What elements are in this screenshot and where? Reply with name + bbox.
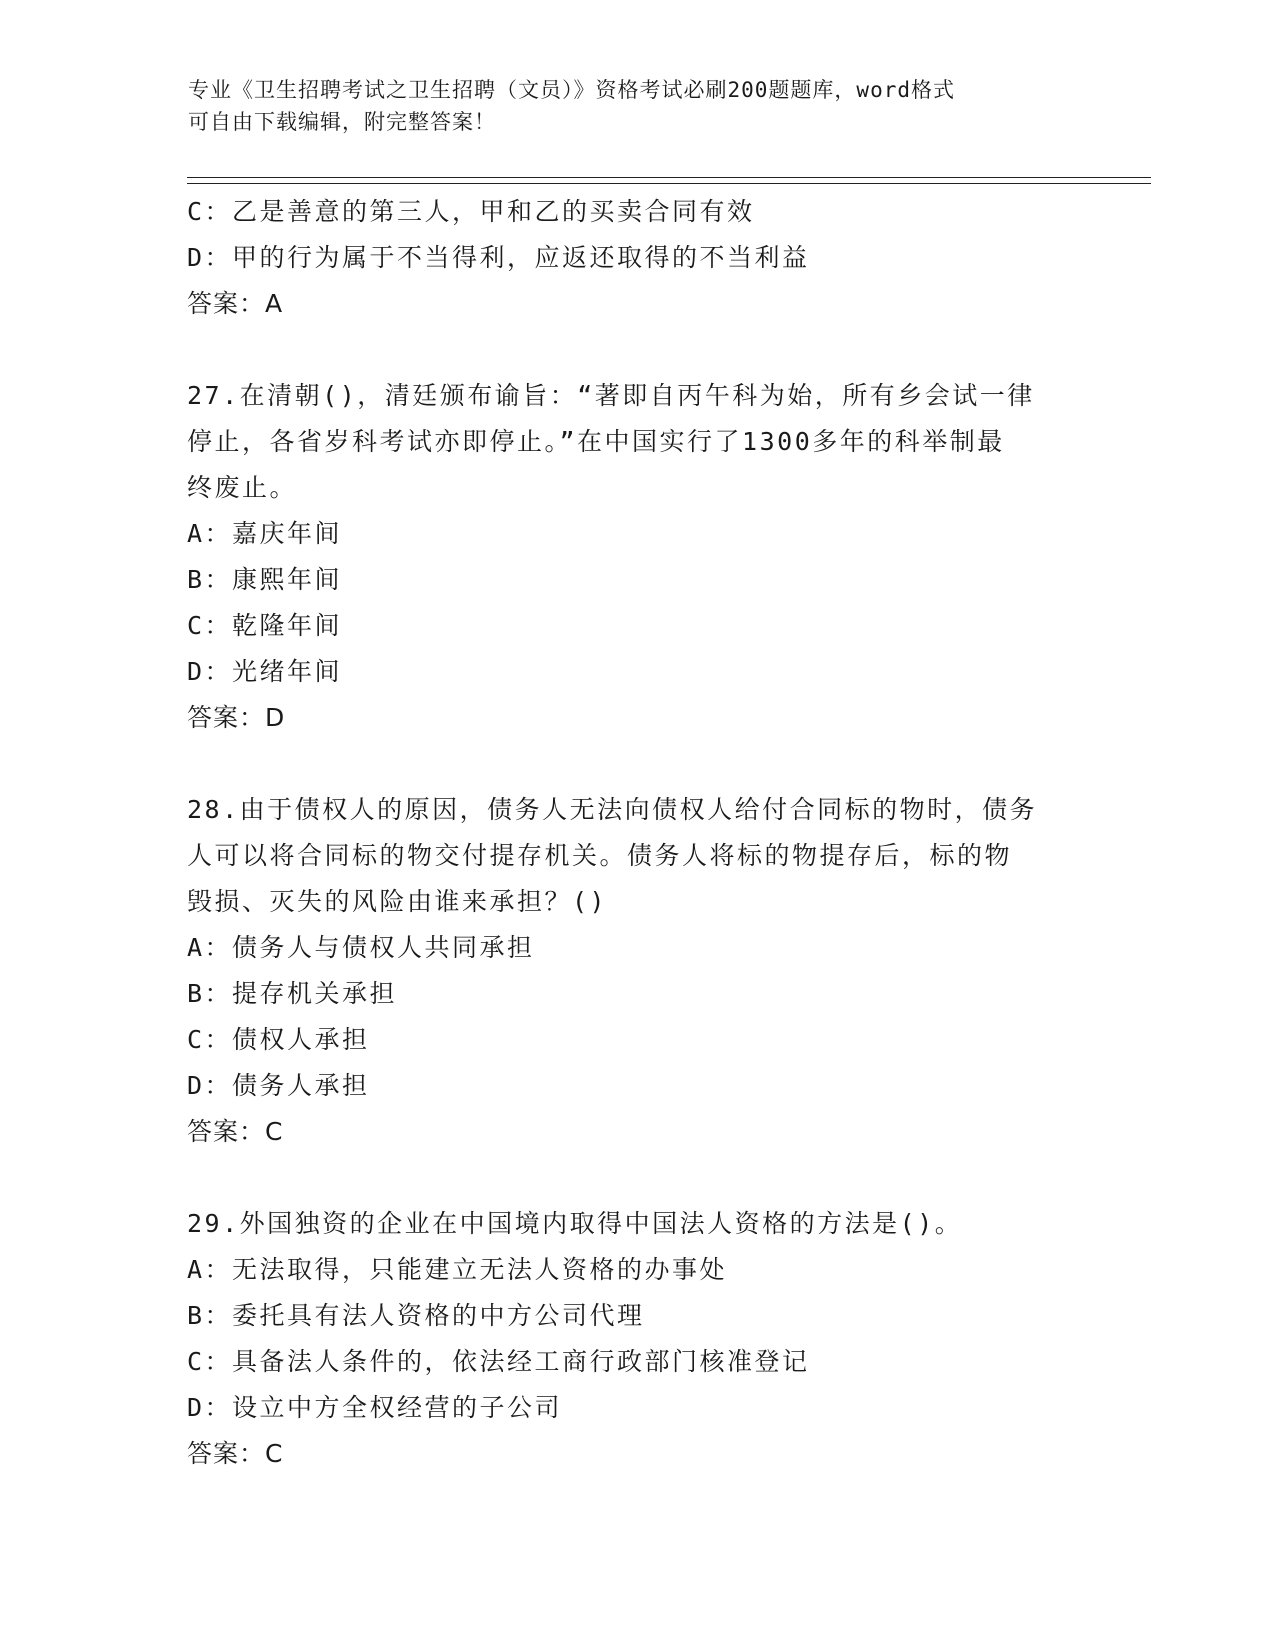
option-d: D：甲的行为属于不当得利，应返还取得的不当利益 <box>187 243 810 272</box>
question-stem <box>187 1201 1087 1247</box>
spacer <box>187 741 1087 787</box>
stem-line: 终废止。 <box>187 473 298 502</box>
header-line-2: 可自由下载编辑，附完整答案！ <box>188 110 496 134</box>
spacer <box>187 327 1087 373</box>
option-a: A：无法取得，只能建立无法人资格的办事处 <box>187 1255 728 1284</box>
option-b: B：提存机关承担 <box>187 979 398 1008</box>
option-c: C：乙是善意的第三人，甲和乙的买卖合同有效 <box>187 197 755 226</box>
spacer <box>187 1155 1087 1201</box>
option-c: C：债权人承担 <box>187 1025 370 1054</box>
question-26-continued <box>187 189 1087 327</box>
stem-line: 停止，各省岁科考试亦即停止。”在中国实行了1300多年的科举制最 <box>187 427 1005 456</box>
header-rule-bottom <box>187 183 1151 184</box>
answer-line: 答案：A <box>187 289 284 318</box>
option-a: A：债务人与债权人共同承担 <box>187 933 535 962</box>
answer-line: 答案：C <box>187 1117 284 1146</box>
question-content <box>187 189 1087 1477</box>
option-b: B：康熙年间 <box>187 565 343 594</box>
stem-line: 毁损、灭失的风险由谁来承担？() <box>187 887 608 916</box>
question-27 <box>187 373 1087 741</box>
stem-line: 29.外国独资的企业在中国境内取得中国法人资格的方法是()。 <box>187 1209 963 1238</box>
header-rule-top <box>187 177 1151 178</box>
option-d: D：债务人承担 <box>187 1071 370 1100</box>
option-c: C：乾隆年间 <box>187 611 343 640</box>
document-header <box>188 74 1088 138</box>
question-29 <box>187 1201 1087 1477</box>
header-line-1: 专业《卫生招聘考试之卫生招聘（文员）》资格考试必刷200题题库，word格式 <box>188 78 955 102</box>
stem-line: 27.在清朝()，清廷颁布谕旨：“著即自丙午科为始，所有乡会试一律 <box>187 381 1035 410</box>
stem-line: 28.由于债权人的原因，债务人无法向债权人给付合同标的物时，债务 <box>187 795 1038 824</box>
option-d: D：设立中方全权经营的子公司 <box>187 1393 563 1422</box>
answer-line: 答案：D <box>187 703 286 732</box>
answer-line: 答案：C <box>187 1439 284 1468</box>
question-28 <box>187 787 1087 1155</box>
option-c: C：具备法人条件的，依法经工商行政部门核准登记 <box>187 1347 810 1376</box>
question-stem <box>187 373 1087 511</box>
option-a: A：嘉庆年间 <box>187 519 343 548</box>
option-d: D：光绪年间 <box>187 657 343 686</box>
option-b: B：委托具有法人资格的中方公司代理 <box>187 1301 645 1330</box>
stem-line: 人可以将合同标的物交付提存机关。债务人将标的物提存后，标的物 <box>187 841 1013 870</box>
question-stem <box>187 787 1087 925</box>
